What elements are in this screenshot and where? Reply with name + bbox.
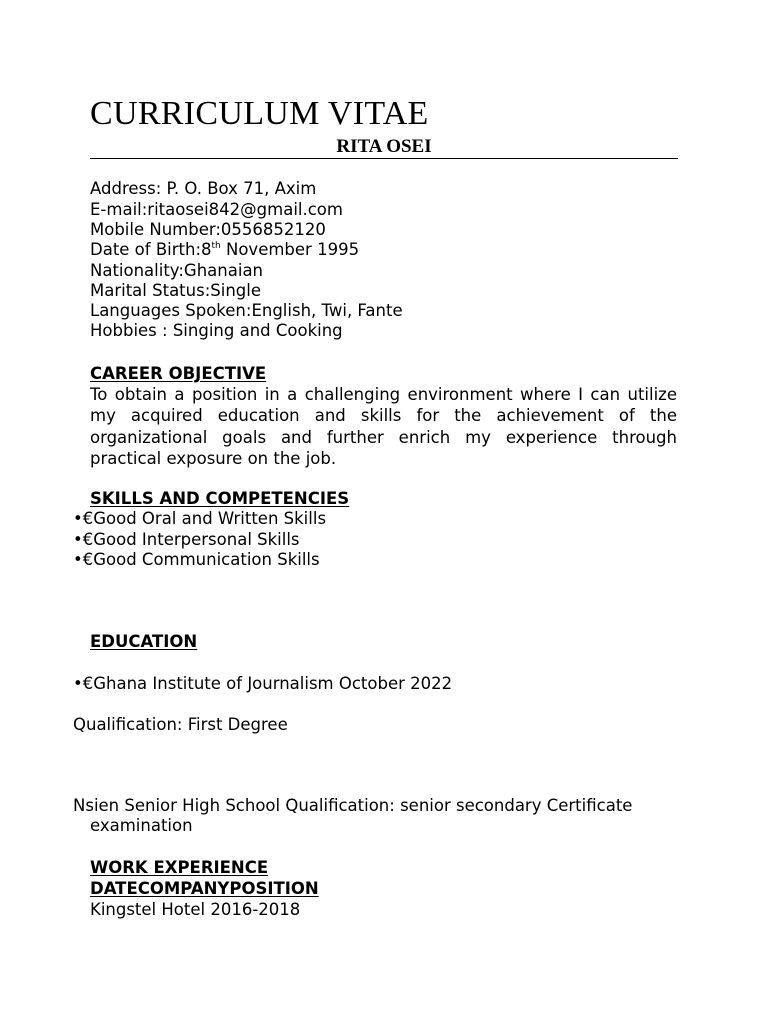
dob-suffix: November 1995 [220, 240, 360, 259]
work-experience-heading: WORK EXPERIENCE [90, 858, 269, 877]
work-experience-item: Kingstel Hotel 2016-2018 [90, 900, 301, 919]
education-heading: EDUCATION [90, 632, 198, 651]
skill-item: •€Good Interpersonal Skills [73, 530, 300, 549]
contact-dob [90, 240, 359, 260]
education-qualification: Qualification: First Degree [73, 715, 288, 734]
contact-languages: Languages Spoken:English, Twi, Fante [90, 301, 403, 320]
career-objective-heading: CAREER OBJECTIVE [90, 364, 267, 383]
skill-item: •€Good Oral and Written Skills [73, 509, 327, 528]
header-divider [90, 158, 678, 159]
skill-item: •€Good Communication Skills [73, 550, 320, 569]
contact-hobbies: Hobbies : Singing and Cooking [90, 321, 343, 340]
career-objective-text: To obtain a position in a challenging environment where I can utilize my acquired education and skills for the achievement of the organizational goals and further enrich my experience through practical exposure on the job. [90, 385, 677, 468]
skills-heading: SKILLS AND COMPETENCIES [90, 489, 350, 508]
education-item: •€Ghana Institute of Journalism October 2022 [73, 674, 453, 693]
dob-prefix: Date of Birth:8 [90, 240, 212, 259]
contact-address: Address: P. O. Box 71, Axim [90, 179, 317, 198]
contact-nationality: Nationality:Ghanaian [90, 261, 264, 280]
candidate-name: RITA OSEI [336, 136, 432, 157]
education-item-line: Nsien Senior High School Qualification: senior secondary Certificate [73, 796, 633, 815]
document-title: CURRICULUM VITAE [90, 95, 429, 132]
contact-mobile: Mobile Number:0556852120 [90, 220, 326, 239]
work-experience-subheading: DATECOMPANYPOSITION [90, 879, 319, 898]
education-item-line: examination [90, 816, 193, 835]
contact-marital-status: Marital Status:Single [90, 281, 261, 300]
contact-email: E-mail:ritaosei842@gmail.com [90, 200, 343, 219]
dob-ordinal: th [211, 240, 221, 251]
